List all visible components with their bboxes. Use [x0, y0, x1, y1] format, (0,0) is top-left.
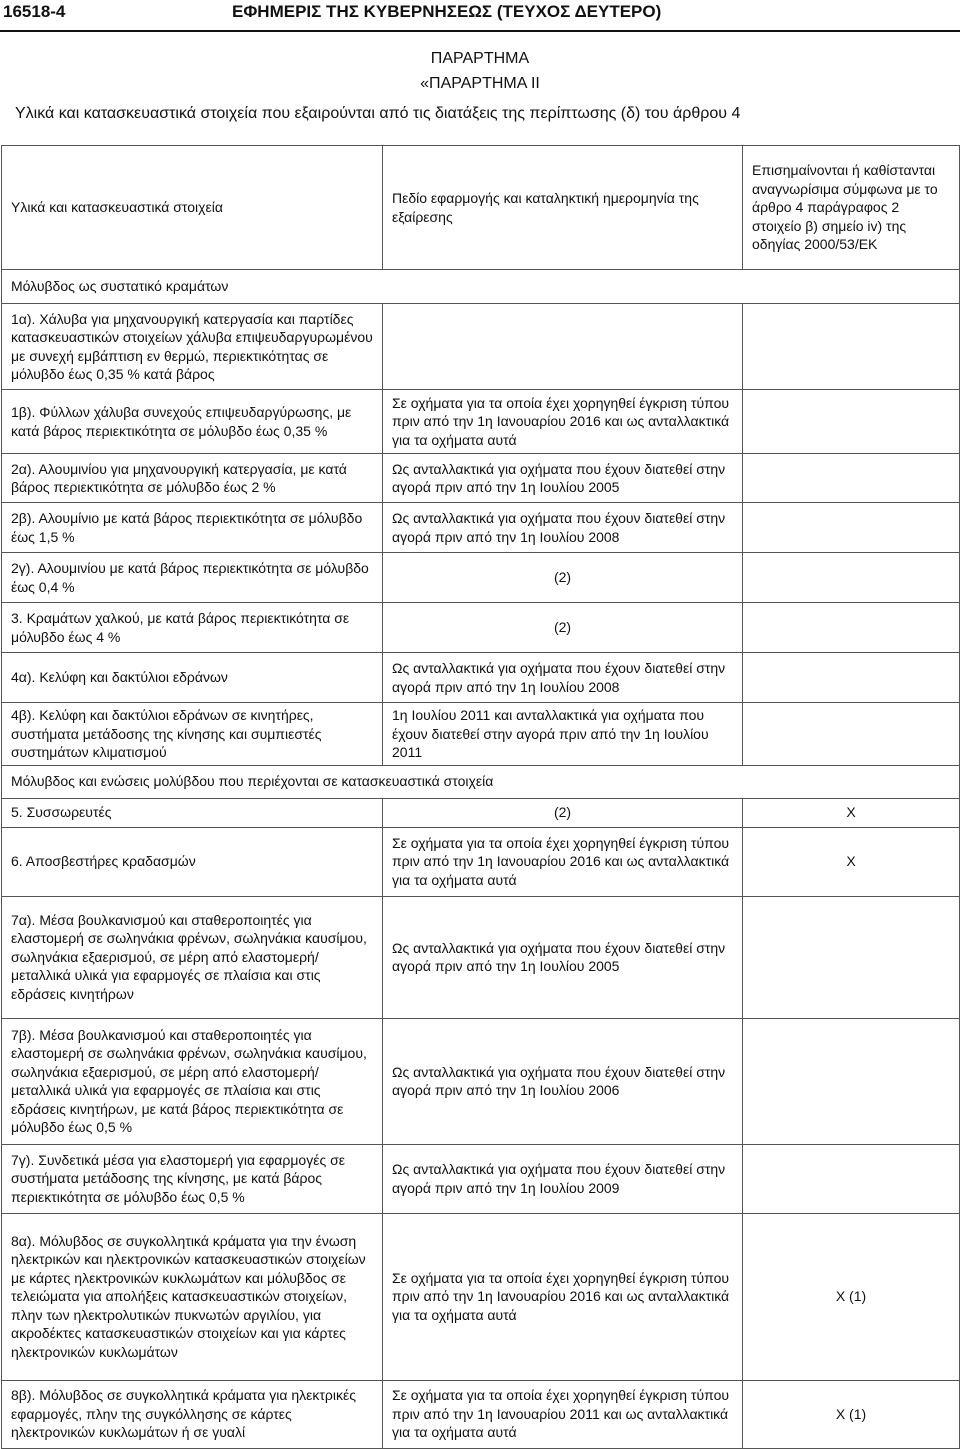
- row-scope: (2): [383, 553, 743, 603]
- row-item: 3. Κραμάτων χαλκού, με κατά βάρος περιεκτικότητα σε μόλυβδο έως 4 %: [2, 603, 383, 653]
- row-item: 7γ). Συνδετικά μέσα για ελαστομερή για εφαρμογές σε συστήματα μετάδοσης της κίνησης, με κατά βάρος περιεκτικότητα σε μόλυβδο έως 0,5 %: [2, 1144, 383, 1213]
- table-row: [2, 1380, 960, 1448]
- table-row: [2, 1213, 960, 1380]
- row-scope: Ως ανταλλακτικά για οχήματα που έχουν διατεθεί στην αγορά πριν από την 1η Ιουλίου 2005: [383, 454, 743, 503]
- row-scope: Ως ανταλλακτικά για οχήματα που έχουν διατεθεί στην αγορά πριν από την 1η Ιουλίου 2005: [383, 896, 743, 1018]
- page-number: 16518-4: [3, 2, 66, 21]
- row-item: 4β). Κελύφη και δακτύλιοι εδράνων σε κινητήρες, συστήματα μετάδοσης της κίνησης και συμπιεστές συστημάτων κλιματισμού: [2, 703, 383, 766]
- row-mark: [743, 1144, 960, 1213]
- row-mark: [743, 653, 960, 703]
- row-mark: [743, 390, 960, 454]
- row-item: 8α). Μόλυβδος σε συγκολλητικά κράματα για την ένωση ηλεκτρικών και ηλεκτρονικών κατασκευαστικών στοιχείων με κάρτες ηλεκτρονικών κυκλωμάτων και μόλυβδος σε τελειώματα για απολήξεις κατασκευαστικών στοιχείων, πλην των ηλεκτρολυτικών πυκνωτών αργιλίου, για ακροδέκτες κατασκευαστικών στοιχείων και για κάρτες ηλεκτρονικών κυκλωμάτων: [2, 1213, 383, 1380]
- row-scope: Σε οχήματα για τα οποία έχει χορηγηθεί έγκριση τύπου πριν από την 1η Ιανουαρίου 2016 και ως ανταλλακτικά για τα οχήματα αυτά: [383, 827, 743, 896]
- annex-title: ΠΑΡΑΡΤΗΜΑ: [430, 50, 530, 67]
- table-row: [2, 896, 960, 1018]
- table-row: [2, 798, 960, 827]
- row-scope: Ως ανταλλακτικά για οχήματα που έχουν διατεθεί στην αγορά πριν από την 1η Ιουλίου 2008: [383, 653, 743, 703]
- header-materials: Υλικά και κατασκευαστικά στοιχεία: [2, 146, 383, 270]
- table-row: [2, 503, 960, 553]
- annex-subtitle: «ΠΑΡΑΡΤΗΜΑ ΙΙ: [420, 75, 540, 92]
- row-scope: Σε οχήματα για τα οποία έχει χορηγηθεί έγκριση τύπου πριν από την 1η Ιανουαρίου 2011 και ως ανταλλακτικά για τα οχήματα αυτά: [383, 1380, 743, 1448]
- table-row: [2, 1144, 960, 1213]
- row-item: 8β). Μόλυβδος σε συγκολλητικά κράματα για ηλεκτρικές εφαρμογές, πλην της συγκόλλησης σε κάρτες ηλεκτρονικών κυκλωμάτων ή σε γυαλί: [2, 1380, 383, 1448]
- journal-title: ΕΦΗΜΕΡΙΣ ΤΗΣ ΚΥΒΕΡΝΗΣΕΩΣ (ΤΕΥΧΟΣ ΔΕΥΤΕΡΟ): [232, 2, 662, 21]
- row-item: 2β). Αλουμίνιο με κατά βάρος περιεκτικότητα σε μόλυβδο έως 1,5 %: [2, 503, 383, 553]
- row-mark: [743, 503, 960, 553]
- section-row: [2, 270, 960, 304]
- row-mark: [743, 703, 960, 766]
- section-row: [2, 765, 960, 798]
- row-mark: X: [743, 798, 960, 827]
- table-row: [2, 553, 960, 603]
- row-mark: X (1): [743, 1213, 960, 1380]
- row-item: 7β). Μέσα βουλκανισμού και σταθεροποιητές για ελαστομερή σε σωληνάκια φρένων, σωληνάκια καυσίμου, σωληνάκια εξαερισμού, σε μέρη από ελαστομερή/μεταλλικά υλικά για εφαρμογές σε πλαίσια και στις εδράσεις κινητήρων, με κατά βάρος περιεκτικότητα σε μόλυβδο έως 0,5 %: [2, 1018, 383, 1144]
- row-mark: [743, 603, 960, 653]
- row-item: 2γ). Αλουμινίου με κατά βάρος περιεκτικότητα σε μόλυβδο έως 0,4 %: [2, 553, 383, 603]
- row-item: 2α). Αλουμινίου για μηχανουργική κατεργασία, με κατά βάρος περιεκτικότητα σε μόλυβδο έως 2 %: [2, 454, 383, 503]
- table-row: [2, 703, 960, 766]
- section-heading: Μόλυβδος ως συστατικό κραμάτων: [2, 270, 960, 304]
- section-heading: Μόλυβδος και ενώσεις μολύβδου που περιέχονται σε κατασκευαστικά στοιχεία: [2, 765, 960, 798]
- document-subtitle: Υλικά και κατασκευαστικά στοιχεία που εξαιρούνται από τις διατάξεις της περίπτωσης (δ) του άρθρου 4: [15, 105, 741, 122]
- table-row: [2, 827, 960, 896]
- header-marking: Επισημαίνονται ή καθίστανται αναγνωρίσιμα σύμφωνα με το άρθρο 4 παράγραφος 2 στοιχείο β) σημείο iv) της οδηγίας 2000/53/ΕΚ: [743, 146, 960, 270]
- row-scope: Ως ανταλλακτικά για οχήματα που έχουν διατεθεί στην αγορά πριν από την 1η Ιουλίου 2008: [383, 503, 743, 553]
- row-item: 7α). Μέσα βουλκανισμού και σταθεροποιητές για ελαστομερή σε σωληνάκια φρένων, σωληνάκια καυσίμου, σωληνάκια εξαερισμού, σε μέρη από ελαστομερή/μεταλλικά υλικά για εφαρμογές σε πλαίσια και στις εδράσεις κινητήρων: [2, 896, 383, 1018]
- row-item: 1β). Φύλλων χάλυβα συνεχούς επιψευδαργύρωσης, με κατά βάρος περιεκτικότητα σε μόλυβδο έως 0,35 %: [2, 390, 383, 454]
- row-mark: X: [743, 827, 960, 896]
- row-item: 5. Συσσωρευτές: [2, 798, 383, 827]
- table-header-row: [2, 146, 960, 270]
- row-mark: [743, 1018, 960, 1144]
- row-scope: Ως ανταλλακτικά για οχήματα που έχουν διατεθεί στην αγορά πριν από την 1η Ιουλίου 2006: [383, 1018, 743, 1144]
- row-scope: Ως ανταλλακτικά για οχήματα που έχουν διατεθεί στην αγορά πριν από την 1η Ιουλίου 2009: [383, 1144, 743, 1213]
- table-row: [2, 653, 960, 703]
- row-scope: (2): [383, 798, 743, 827]
- row-item: 6. Αποσβεστήρες κραδασμών: [2, 827, 383, 896]
- exemptions-table: [1, 145, 960, 1449]
- row-mark: [743, 304, 960, 390]
- row-item: 4α). Κελύφη και δακτύλιοι εδράνων: [2, 653, 383, 703]
- table-row: [2, 1018, 960, 1144]
- row-mark: [743, 553, 960, 603]
- page-header: [0, 0, 960, 32]
- row-scope: Σε οχήματα για τα οποία έχει χορηγηθεί έγκριση τύπου πριν από την 1η Ιανουαρίου 2016 και ως ανταλλακτικά για τα οχήματα αυτά: [383, 1213, 743, 1380]
- table-row: [2, 603, 960, 653]
- table-row: [2, 304, 960, 390]
- table-row: [2, 390, 960, 454]
- row-scope: (2): [383, 603, 743, 653]
- row-scope: [383, 304, 743, 390]
- row-item: 1α). Χάλυβα για μηχανουργική κατεργασία και παρτίδες κατασκευαστικών στοιχείων χάλυβα επιψευδαργυρωμένου με συνεχή εμβάπτιση εν θερμώ, περιεκτικότητας σε μόλυβδο έως 0,35 % κατά βάρος: [2, 304, 383, 390]
- row-mark: X (1): [743, 1380, 960, 1448]
- table-row: [2, 454, 960, 503]
- row-mark: [743, 896, 960, 1018]
- row-scope: 1η Ιουλίου 2011 και ανταλλακτικά για οχήματα που έχουν διατεθεί στην αγορά πριν από την 1η Ιουλίου 2011: [383, 703, 743, 766]
- row-mark: [743, 454, 960, 503]
- row-scope: Σε οχήματα για τα οποία έχει χορηγηθεί έγκριση τύπου πριν από την 1η Ιανουαρίου 2016 και ως ανταλλακτικά για τα οχήματα αυτά: [383, 390, 743, 454]
- header-scope: Πεδίο εφαρμογής και καταληκτική ημερομηνία της εξαίρεσης: [383, 146, 743, 270]
